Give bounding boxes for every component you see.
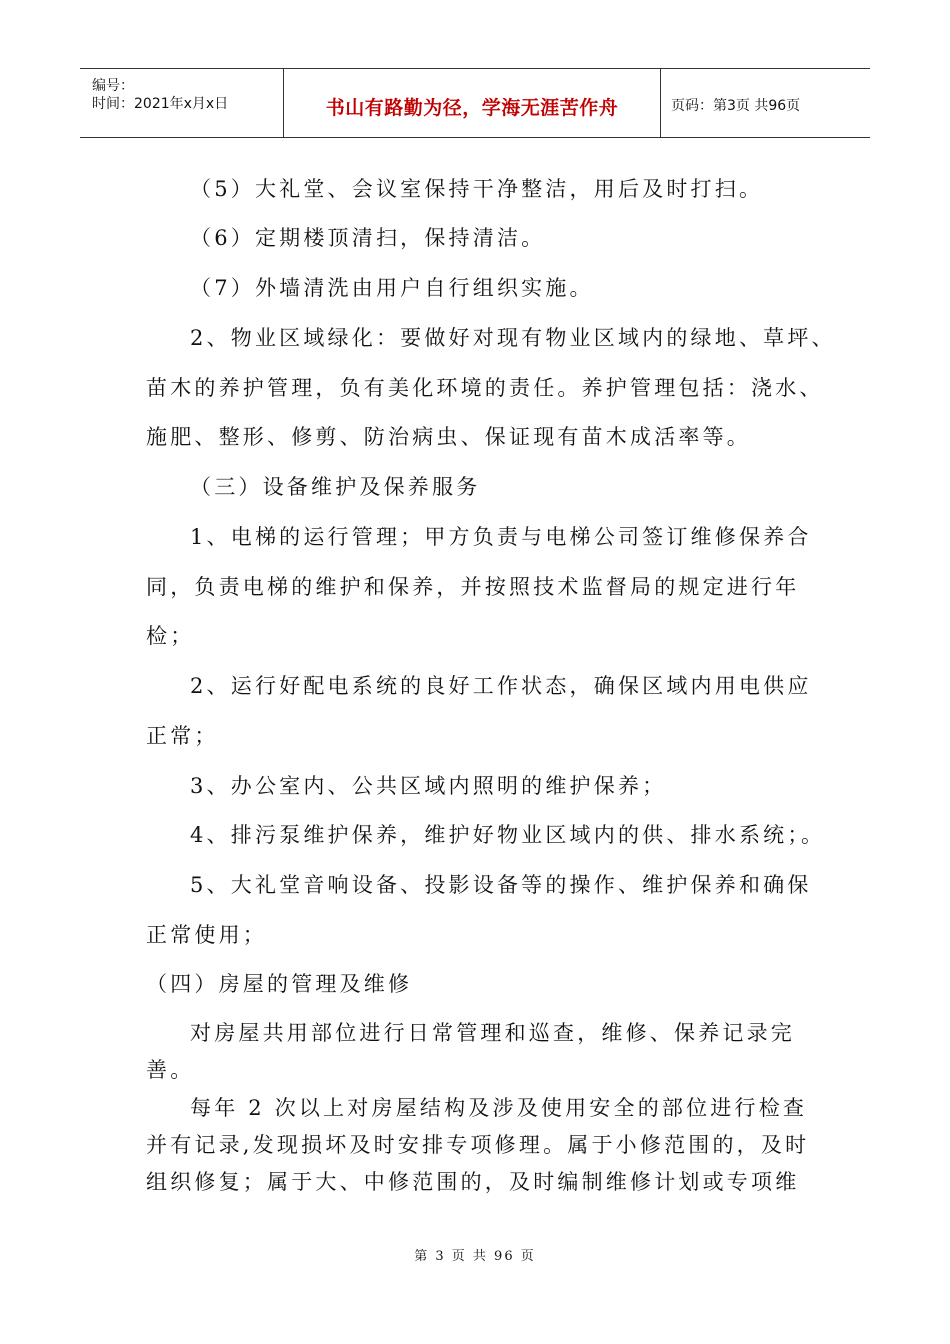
document-header — [80, 68, 870, 138]
body-line: 3、办公室内、公共区域内照明的维护保养； — [190, 774, 667, 798]
document-number-label: 编号： — [92, 78, 134, 94]
body-line: 2、物业区域绿化：要做好对现有物业区域内的绿地、草坪、 — [190, 326, 836, 350]
header-meta-cell — [80, 69, 284, 137]
body-line: 施肥、整形、修剪、防治病虫、保证现有苗木成活率等。 — [146, 425, 751, 449]
page-footer: 第 3 页 共 96 页 — [414, 1249, 536, 1264]
body-line: 2、运行好配电系统的良好工作状态，确保区域内用电供应 — [190, 674, 812, 698]
document-date-label: 时间：2021年x月x日 — [92, 96, 229, 112]
body-line: 并有记录,发现损坏及时安排专项修理。属于小修范围的，及时 — [146, 1133, 810, 1157]
body-line: 苗木的养护管理，负有美化环境的责任。养护管理包括：浇水、 — [146, 376, 824, 400]
section-heading: （三）设备维护及保养服务 — [190, 475, 481, 499]
body-line: 对房屋共用部位进行日常管理和巡查，维修、保养记录完 — [190, 1021, 795, 1045]
body-line: 4、排污泵维护保养，维护好物业区域内的供、排水系统；。 — [190, 823, 826, 847]
body-line: 善。 — [146, 1058, 195, 1082]
body-line: 每年 2 次以上对房屋结构及涉及使用安全的部位进行检查 — [190, 1096, 808, 1120]
body-line: 同，负责电梯的维护和保养，并按照技术监督局的规定进行年 — [146, 575, 800, 599]
header-page-cell — [661, 69, 870, 137]
body-line: 检； — [146, 624, 195, 648]
header-page-info: 页码：第3页 共96页 — [671, 98, 801, 114]
body-line: 正常使用； — [146, 923, 267, 947]
section-heading: （四）房屋的管理及维修 — [146, 972, 413, 996]
body-line: 组织修复；属于大、中修范围的，及时编制维修计划或专项维 — [146, 1170, 800, 1194]
body-line: （5）大礼堂、会议室保持干净整洁，用后及时打扫。 — [190, 177, 764, 201]
body-line: 5、大礼堂音响设备、投影设备等的操作、维护保养和确保 — [190, 873, 812, 897]
header-motto-cell — [284, 69, 661, 137]
body-line: 正常； — [146, 724, 219, 748]
body-line: （6）定期楼顶清扫，保持清洁。 — [190, 226, 546, 250]
header-motto: 书山有路勤为径，学海无涯苦作舟 — [325, 97, 619, 119]
body-line: （7）外墙清洗由用户自行组织实施。 — [190, 276, 594, 300]
body-line: 1、电梯的运行管理；甲方负责与电梯公司签订维修保养合 — [190, 525, 812, 549]
